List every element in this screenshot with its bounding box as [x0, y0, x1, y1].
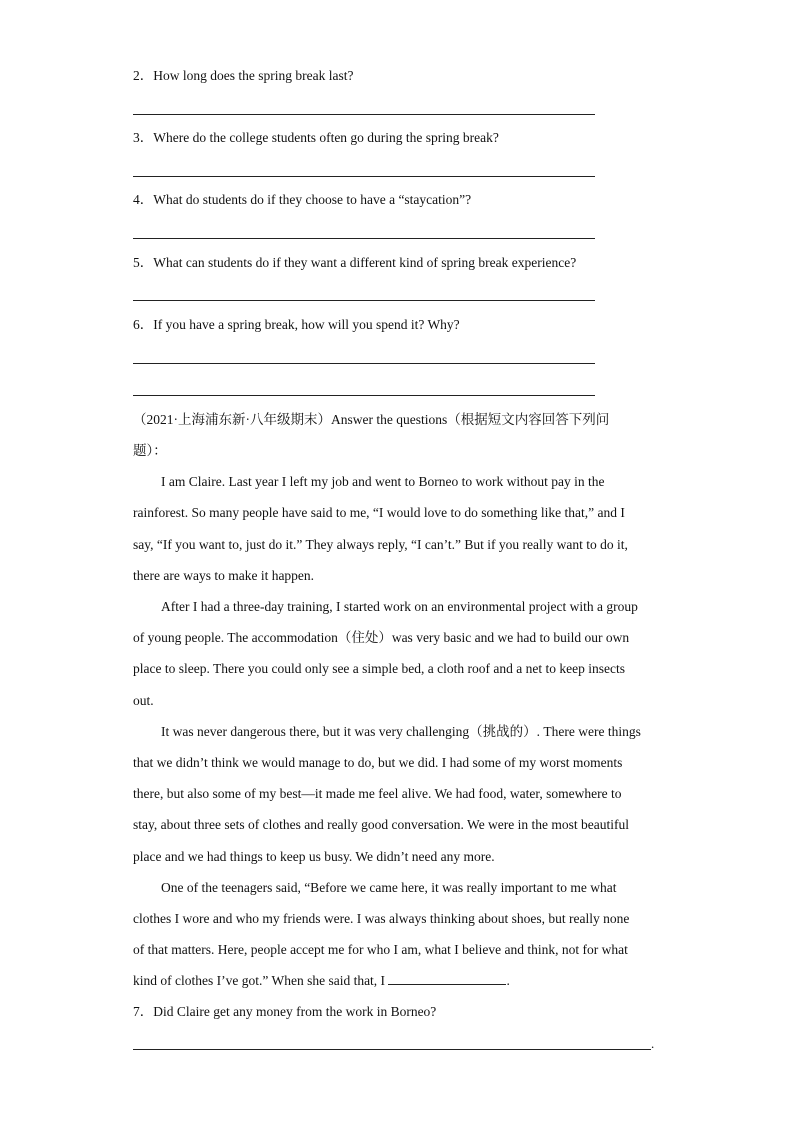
passage-text: .	[506, 973, 510, 988]
question-6	[133, 317, 460, 333]
passage-line: there, but also some of my best—it made me feel alive. We had food, water, somewhere to	[133, 786, 622, 801]
passage-line: that we didn’t think we would manage to do, but we did. I had some of my worst moments	[133, 755, 623, 770]
question-text: Where do the college students often go during the spring break?	[153, 130, 499, 145]
question-text: How long does the spring break last?	[153, 68, 354, 83]
passage-line: of young people. The accommodation（住处）was very basic and we had to build our own	[133, 630, 630, 645]
question-text: Did Claire get any money from the work in Borneo?	[153, 1004, 437, 1019]
question-text: What can students do if they want a different kind of spring break experience?	[153, 255, 577, 270]
passage-line: say, “If you want to, just do it.” They always reply, “I can’t.” But if you really want to do it,	[133, 537, 628, 552]
question-4	[133, 192, 471, 208]
passage-text: kind of clothes I’ve got.” When she said that, I	[133, 973, 389, 988]
passage-line: clothes I wore and who my friends were. I was always thinking about shoes, but really none	[133, 911, 630, 926]
question-7	[133, 1004, 436, 1020]
passage-line: of that matters. Here, people accept me for who I am, what I believe and think, not for what	[133, 942, 628, 957]
answer-line[interactable]	[133, 1049, 651, 1050]
question-number: 3．	[133, 130, 154, 145]
passage-line: I am Claire. Last year I left my job and went to Borneo to work without pay in the	[161, 474, 605, 489]
question-text: What do students do if they choose to have a “staycation”?	[153, 192, 472, 207]
section-header-cont: 题）：	[133, 443, 167, 458]
answer-line[interactable]	[133, 114, 595, 115]
question-5	[133, 255, 576, 271]
passage-line: place and we had things to keep us busy. We didn’t need any more.	[133, 849, 495, 864]
passage-line: rainforest. So many people have said to me, “I would love to do something like that,” and I	[133, 505, 625, 520]
passage-line-with-blank	[133, 972, 510, 990]
passage-line: out.	[133, 693, 154, 708]
passage-line: there are ways to make it happen.	[133, 568, 315, 583]
answer-line[interactable]	[133, 395, 595, 396]
question-number: 4．	[133, 192, 154, 207]
question-number: 5．	[133, 255, 154, 270]
passage-line: It was never dangerous there, but it was very challenging（挑战的）. There were things	[161, 724, 641, 739]
answer-line[interactable]	[133, 238, 595, 239]
question-text: If you have a spring break, how will you spend it? Why?	[153, 317, 460, 332]
section-header: （2021·上海浦东新·八年级期末）Answer the questions（根据短文内容回答下列问	[133, 412, 610, 427]
question-3	[133, 130, 499, 146]
answer-line[interactable]	[133, 363, 595, 364]
question-number: 7．	[133, 1004, 154, 1019]
question-2	[133, 68, 353, 84]
passage-line: stay, about three sets of clothes and really good conversation. We were in the most beautiful	[133, 817, 630, 832]
answer-line[interactable]	[133, 176, 595, 177]
fill-in-blank[interactable]	[388, 972, 506, 985]
passage-line: After I had a three-day training, I started work on an environmental project with a group	[161, 599, 638, 614]
end-period: .	[651, 1036, 655, 1051]
question-number: 6．	[133, 317, 154, 332]
answer-line[interactable]	[133, 300, 595, 301]
passage-line: place to sleep. There you could only see a simple bed, a cloth roof and a net to keep insects	[133, 661, 625, 676]
question-number: 2．	[133, 68, 154, 83]
passage-line: One of the teenagers said, “Before we came here, it was really important to me what	[161, 880, 617, 895]
